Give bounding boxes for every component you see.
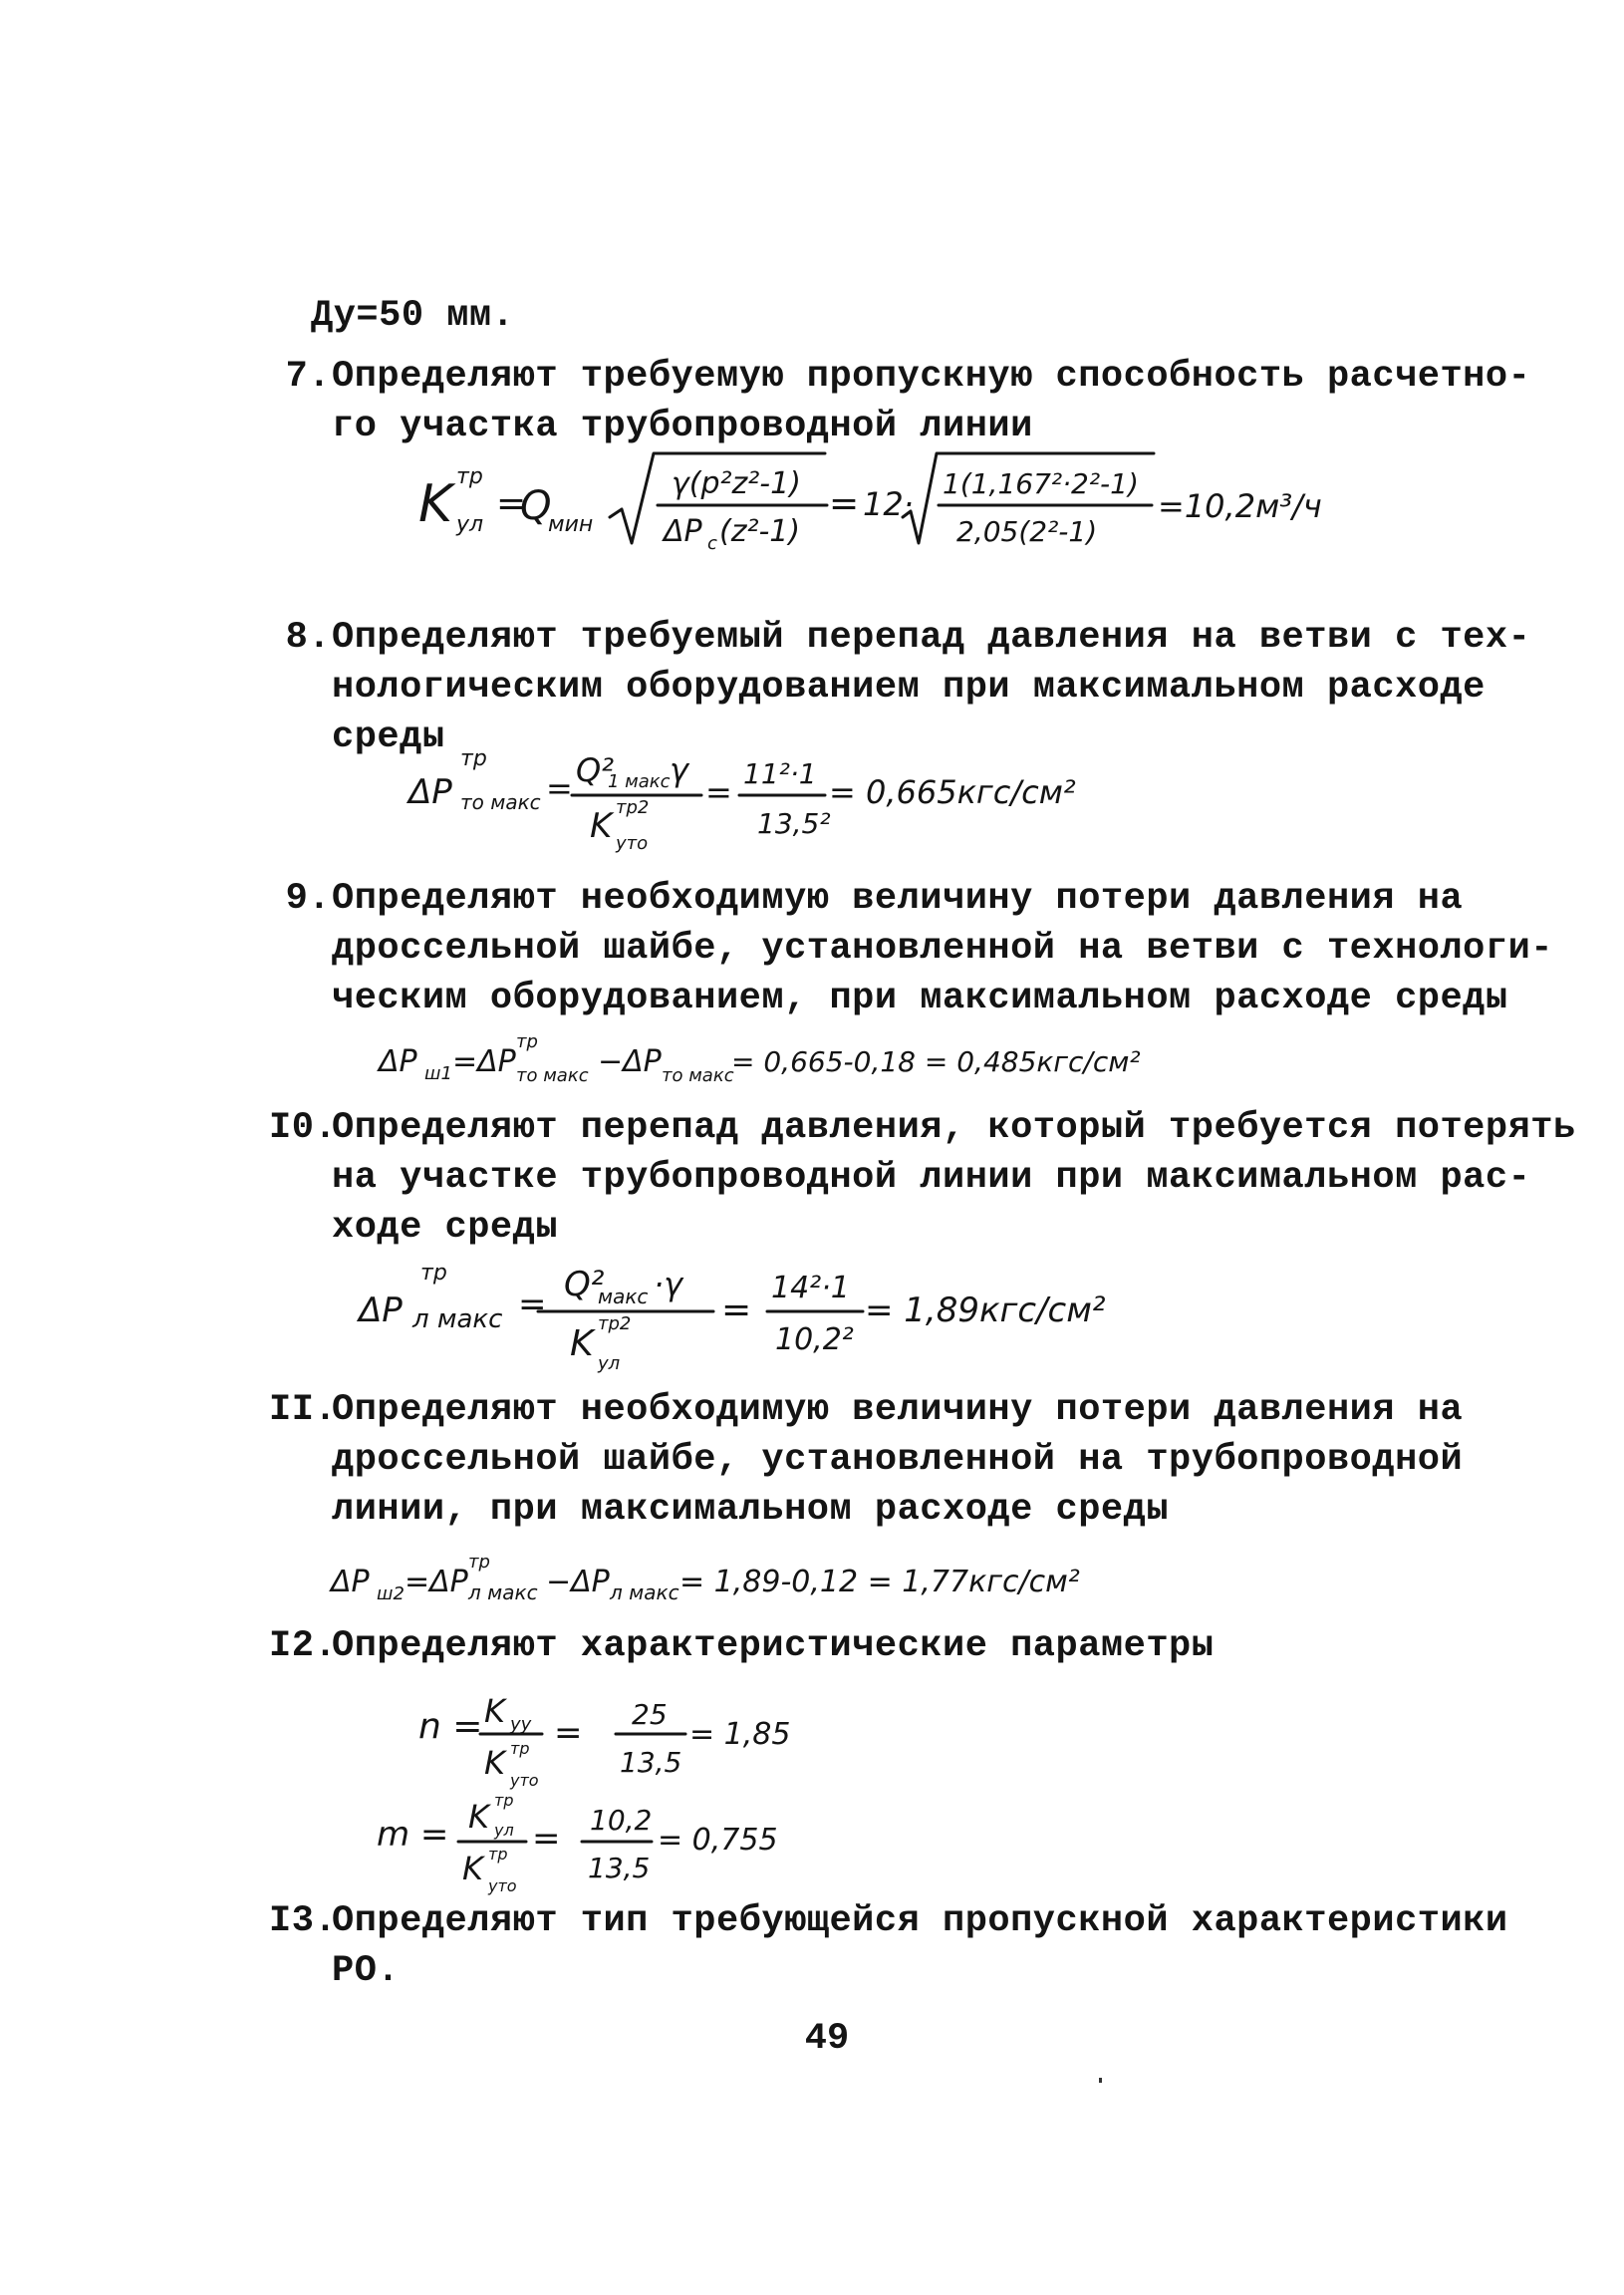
formula-numerator: K bbox=[484, 1692, 505, 1730]
formula-numerator: Q² bbox=[576, 751, 615, 789]
formula-subscript: мин bbox=[548, 512, 594, 537]
formula-equals: = bbox=[518, 1285, 547, 1324]
formula-washer-loss-2 bbox=[331, 1550, 1128, 1614]
formula-subscript: уто bbox=[488, 1876, 517, 1895]
formula-denominator: K bbox=[484, 1744, 505, 1782]
formula-result: = 0,665кгс/см² bbox=[829, 773, 1076, 811]
formula-subscript: ул bbox=[456, 512, 484, 537]
item-text-line: на участке трубопроводной линии при максимальном рас- bbox=[332, 1157, 1531, 1199]
formula-symbol: ΔP bbox=[331, 1565, 370, 1599]
formula-parameter-m bbox=[377, 1784, 855, 1908]
formula-denominator: K bbox=[590, 806, 613, 846]
item-text-line: нологическим оборудованием при максимальном расходе bbox=[332, 667, 1486, 709]
formula-denominator: 13,5² bbox=[757, 807, 831, 840]
formula-pressure-drop-equipment bbox=[408, 737, 1126, 862]
item-text-line: Определяют требуемый перепад давления на ветви с тех- bbox=[332, 617, 1531, 659]
formula-superscript: тр bbox=[494, 1791, 514, 1810]
formula-superscript: тр bbox=[488, 1845, 508, 1864]
formula-denominator: ΔP bbox=[664, 514, 702, 549]
formula-superscript: тр bbox=[516, 1031, 538, 1052]
item-number: II. bbox=[269, 1389, 338, 1431]
formula-equals: = bbox=[532, 1819, 561, 1859]
formula-numerator: K bbox=[468, 1798, 489, 1836]
formula-flow-capacity bbox=[418, 443, 1322, 568]
item-text-line: Определяют требуемую пропускную способность расчетно- bbox=[332, 356, 1531, 398]
formula-subscript: 1 макс bbox=[608, 771, 671, 792]
formula-result: = 1,89-0,12 = 1,77кгс/см² bbox=[679, 1565, 1080, 1599]
formula-denominator: (z²-1) bbox=[719, 514, 801, 549]
formula-pressure-drop-line bbox=[359, 1246, 1116, 1380]
formula-subscript: макс bbox=[598, 1285, 649, 1308]
formula-superscript: тр bbox=[460, 746, 487, 771]
formula-equals: = bbox=[829, 483, 860, 524]
formula-denominator: 2,05(2²-1) bbox=[956, 515, 1098, 548]
page-number: 49 bbox=[804, 2018, 850, 2060]
item-text-line: го участка трубопроводной линии bbox=[332, 406, 1033, 447]
item-text-line: Определяют тип требующейся пропускной характеристики bbox=[332, 1900, 1508, 1942]
formula-symbol: ΔP bbox=[408, 772, 452, 812]
formula-symbol: ΔP bbox=[359, 1291, 403, 1330]
formula-denominator: 13,5 bbox=[588, 1852, 651, 1884]
formula-subscript: ул bbox=[494, 1821, 514, 1840]
formula-subscript: ш2 bbox=[377, 1583, 405, 1604]
item-text-line: РО. bbox=[332, 1950, 401, 1992]
formula-equals: = bbox=[721, 1290, 752, 1330]
formula-denominator: K bbox=[462, 1850, 483, 1887]
item-text-line: линии, при максимальном расходе среды bbox=[332, 1489, 1170, 1531]
formula-result: = 0,665-0,18 = 0,485кгс/см² bbox=[731, 1045, 1141, 1078]
formula-symbol: =ΔP bbox=[452, 1044, 516, 1079]
formula-symbol: ΔP bbox=[379, 1044, 417, 1079]
formula-symbol: K bbox=[418, 474, 453, 534]
formula-subscript: c bbox=[707, 533, 717, 554]
formula-subscript: л макс bbox=[468, 1580, 538, 1604]
formula-numerator: γ bbox=[670, 751, 688, 789]
formula-superscript: тр bbox=[510, 1739, 530, 1758]
formula-denominator: K bbox=[570, 1323, 594, 1364]
formula-subscript: л макс bbox=[610, 1580, 679, 1604]
formula-numerator: ·γ bbox=[654, 1266, 683, 1303]
formula-subscript: то макс bbox=[460, 790, 541, 814]
formula-subscript: ул bbox=[598, 1353, 621, 1374]
formula-subscript: л макс bbox=[412, 1304, 503, 1334]
item-text-line: Определяют перепад давления, который требуется потерять bbox=[332, 1107, 1576, 1149]
formula-subscript: то макс bbox=[662, 1065, 734, 1086]
formula-washer-loss-1 bbox=[379, 1031, 1176, 1096]
item-number: 7. bbox=[285, 356, 331, 398]
item-text-line: Определяют характеристические параметры bbox=[332, 1625, 1215, 1667]
item-number: I0. bbox=[269, 1107, 338, 1149]
formula-superscript: тр bbox=[468, 1552, 490, 1573]
item-number: 9. bbox=[285, 878, 331, 920]
formula-subscript: уто bbox=[510, 1771, 539, 1790]
formula-symbol: Q bbox=[520, 483, 552, 529]
formula-result: = 1,89кгс/см² bbox=[865, 1291, 1106, 1330]
item-text-line: ходе среды bbox=[332, 1207, 559, 1249]
formula-result: = 0,755 bbox=[658, 1823, 778, 1858]
formula-symbol: n = bbox=[418, 1706, 483, 1747]
formula-numerator: 25 bbox=[632, 1698, 668, 1731]
formula-superscript: тр bbox=[420, 1261, 447, 1286]
item-number: 8. bbox=[285, 617, 331, 659]
formula-numerator: γ(p²z²-1) bbox=[672, 466, 801, 501]
formula-symbol: =ΔP bbox=[405, 1565, 468, 1599]
formula-subscript: то макс bbox=[516, 1065, 589, 1086]
formula-equals: = bbox=[705, 773, 732, 811]
item-text-line: ческим оборудованием, при максимальном расходе среды bbox=[332, 978, 1508, 1019]
formula-denominator: 13,5 bbox=[620, 1746, 682, 1779]
formula-symbol: −ΔP bbox=[546, 1565, 610, 1599]
formula-superscript: тр2 bbox=[616, 797, 650, 818]
formula-subscript: уу bbox=[510, 1714, 532, 1735]
scan-speck bbox=[1099, 2078, 1102, 2083]
item-text-line: дроссельной шайбе, установленной на трубопроводной bbox=[332, 1439, 1464, 1481]
formula-equals: = bbox=[554, 1713, 583, 1753]
formula-result: =10,2м³/ч bbox=[1158, 487, 1322, 525]
item-text-line: дроссельной шайбе, установленной на ветви с технологи- bbox=[332, 928, 1553, 970]
item-text-line: Определяют необходимую величину потери давления на bbox=[332, 1389, 1464, 1431]
formula-result: = 1,85 bbox=[689, 1717, 791, 1752]
formula-symbol: m = bbox=[377, 1815, 449, 1855]
formula-equals: = bbox=[496, 483, 527, 524]
item-text-line: среды bbox=[332, 717, 445, 758]
formula-superscript: тр2 bbox=[598, 1313, 632, 1334]
formula-numerator: 11²·1 bbox=[743, 757, 817, 790]
formula-numerator: 10,2 bbox=[590, 1804, 653, 1837]
item-number: I2. bbox=[269, 1625, 338, 1667]
formula-subscript: ш1 bbox=[424, 1063, 452, 1084]
formula-numerator: Q² bbox=[564, 1265, 605, 1304]
formula-superscript: тр bbox=[456, 464, 483, 489]
intro-line: Ду=50 мм. bbox=[311, 295, 515, 337]
formula-subscript: уто bbox=[616, 833, 649, 854]
formula-numerator: 14²·1 bbox=[771, 1271, 850, 1305]
item-number: I3. bbox=[269, 1900, 338, 1942]
formula-denominator: 10,2² bbox=[775, 1322, 854, 1357]
formula-numerator: 1(1,167²·2²-1) bbox=[943, 467, 1139, 500]
formula-symbol: −ΔP bbox=[598, 1044, 662, 1079]
formula-coefficient: 12· bbox=[863, 485, 914, 523]
item-text-line: Определяют необходимую величину потери давления на bbox=[332, 878, 1464, 920]
formula-equals: = bbox=[546, 769, 573, 807]
